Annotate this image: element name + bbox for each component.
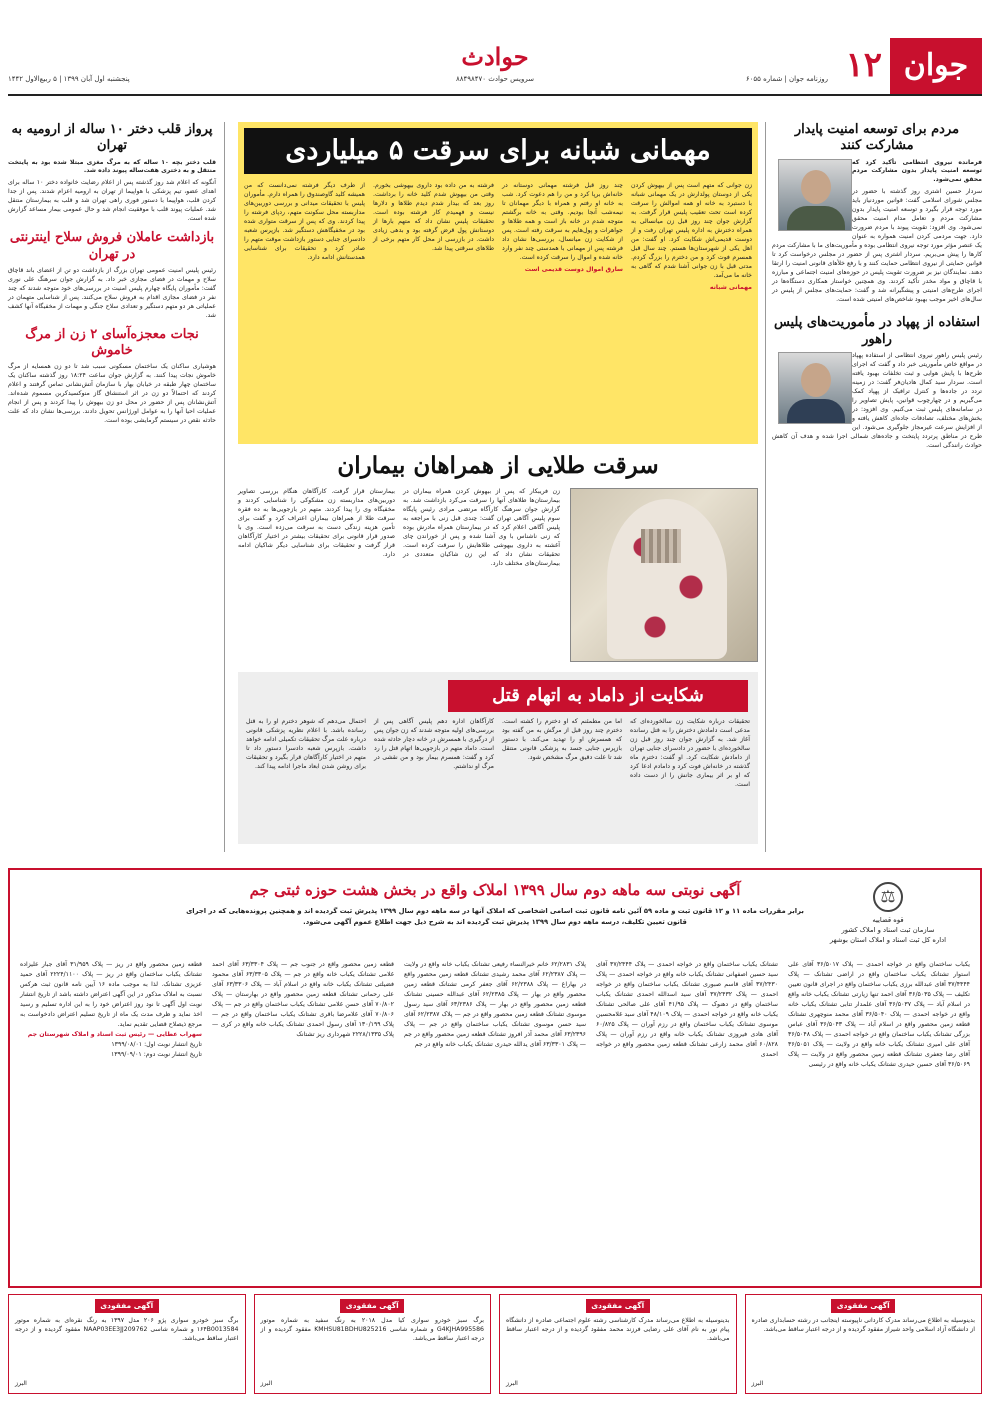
registry-announcement xyxy=(8,868,982,1288)
murder-story-columns xyxy=(246,718,750,838)
lost-ad-body: برگ سبز خودرو سواری پژو ۲۰۶ مدل ۱۳۹۷ به رنگ نقره‌ای به شماره موتور ۱۶۴B0013584 و شماره شاسی NAAP03EE3JJ209762 مفقود گردیده و از درجه اعتبار ساقط می‌باشد. xyxy=(15,1317,239,1342)
paragraph: اما من مطمئنم که او دخترم را کشته است. دخترم چند روز قبل از مرگش به من گفته بود که همسرش او را تهدید می‌کند. با دستور بازپرس جنایی جسد به پزشکی قانونی منتقل شد تا علت دقیق مرگ مشخص شود. xyxy=(502,718,622,761)
page-number: ۱۲ xyxy=(845,45,882,85)
murder-story-headline[interactable]: شکایت از داماد به اتهام قتل xyxy=(448,680,748,712)
article-lead: قلب دختر بچه ۱۰ ساله که به مرگ مغزی مبتلا شده بود به پایتخت منتقل و به دختری هفت‌ساله پیوند داده شد. xyxy=(8,158,216,175)
subheading: مهمانی شبانه xyxy=(709,283,752,291)
lost-ad-sign: البرز xyxy=(506,1380,518,1388)
announcement-title[interactable]: آگهی نوبتی سه ماهه دوم سال ۱۳۹۹ املاک واقع در بخش هشت حوزه ثبتی جم xyxy=(249,881,741,899)
lost-ad-title: آگهی مفقودی xyxy=(95,1299,159,1313)
column-divider xyxy=(765,122,766,852)
lost-ad[interactable] xyxy=(254,1294,492,1394)
theft-story-headline[interactable]: سرقت طلایی از همراهان بیماران xyxy=(337,452,659,479)
emblem-line: قوه قضاییه xyxy=(872,916,904,924)
paragraph: احتمال می‌دهم که شوهر دخترم او را به قتل رسانده باشد. با اعلام نظریه پزشکی قانونی درباره علت مرگ تحقیقات تکمیلی ادامه خواهد داشت. بازپرس شعبه دادسرا دستور داد تا متهم در اختیار کارآگاهان قرار بگیرد و تحقیقات برای روشن شدن ابعاد ماجرا ادامه پیدا کند. xyxy=(246,718,366,770)
article-body: هوشیاری ساکنان یک ساختمان مسکونی سبب شد تا دو زن همسایه از مرگ خاموش نجات پیدا کنند. به گزارش جوان ساعت ۱۸:۲۴ روز گذشته ساکنان یک ساختمان چهار طبقه در خیابان بهار با سازمان آتش‌نشانی تماس گرفتند و اعلام کردند که احتمالاً دو زن در اثر استنشاق گاز منوکسیدکربن مسموم شده‌اند. آتش‌نشانان پس از حضور در محل دو زن بیهوش را پیدا کردند و پس از انجام عملیات احیا آنها را به عوامل اورژانس تحویل دادند. بررسی‌ها نشان داد که علت حادثه نقص در سیستم گرمایشی بوده است. xyxy=(8,363,217,425)
announcement-column: قطعه زمین محصور واقع در جنوب جم — پلاک ۶۳/۳۳۰۴ آقای احمد غلامی تشتانک یکباب خانه واقع در جم — پلاک ۶۳/۳۳۰۵ آقای محمود فضیلتی تشتانک یکباب خانه واقع در اسلام آباد — پلاک ۶۳/۳۳۰۶ آقای علی رحمانی تشتانک قطعه زمین محصور واقع در بهارستان — پلاک ۷۰/۸۰۲ آقای حسن غلامی تشتانک یکباب ساختمان واقع در جم — پلاک ۷۰/۸۰۶ آقای غلامرضا باقری تشتانک یکباب ساختمان واقع در جم — پلاک ۱۳۰/۱۹۹ آقای رسول احمدی تشتانک یکباب خانه واقع در کری — پلاک ۲۲۲۸/۱۳۳۵ شهرداری ریز تشتانک xyxy=(212,961,395,1039)
text-column xyxy=(630,718,750,838)
masthead xyxy=(8,38,982,94)
lost-ad-body: بدینوسیله به اطلاع می‌رساند مدرک کاردانی ناپیوسته اینجانب در رشته حسابداری صادره از دانشگاه آزاد اسلامی واحد شیراز مفقود گردیده و از درجه اعتبار ساقط می‌باشد. xyxy=(751,1317,975,1333)
lost-ad[interactable] xyxy=(499,1294,737,1394)
judiciary-emblem xyxy=(808,882,968,946)
main-story-box xyxy=(238,122,758,444)
announcement-column xyxy=(20,960,202,1276)
paragraph: چند روز قبل فرشته مهمانی دوستانه در خانه‌اش برپا کرد و من را هم دعوت کرد. شب به خانه او رفتم و همراه با دیگر مهمانان تا نیمه‌شب آنجا بودیم. وقتی به خانه برگشتم متوجه شدم در خانه باز است و همه طلاها و جواهرات و پول‌هایم به سرقت رفته است. پس از شکایت زن میانسال، بررسی‌ها نشان داد فرشته پس از مهمانی با همدستی چند نفر وارد خانه شده و اموال را سرقت کرده است. xyxy=(502,182,623,261)
article-headline[interactable]: بازداشت عاملان فروش سلاح اینترنتی در تهران xyxy=(9,230,215,262)
article-body: رئیس پلیس راهور نیروی انتظامی از استفاده پهپاد در مواقع خاص مأموریتی خبر داد و گفت که اجرای طرح‌ها با پایش هوایی و ثبت تخلفات بهبود یافته است. سردار سید کمال هادیان‌فر گفت: در زمینه تردد در جاده‌ها و کنترل ترافیک از پهپاد کمک می‌گیریم و در چهارچوب قوانین، پایش تصاویر را در سامانه‌های پلیس ثبت می‌کنیم. وی افزود: در بخش‌های مختلف، تصادفات جاده‌ای کاهش یافته و از افزایش سرعت غیرمجاز جلوگیری می‌شود. این طرح در مناطق پرتردد پایتخت و جاده‌های شمالی اجرا شده و هدف آن کاهش حوادث رانندگی است. xyxy=(772,351,982,449)
article-body: رئیس پلیس امنیت عمومی تهران بزرگ از بازداشت دو تن از اعضای باند قاچاق سلاح و مهمات در فضای مجازی خبر داد. به گزارش جوان سرهنگ علی نوری گفت: مأموران پایگاه چهارم پلیس امنیت در بررسی‌های خود متوجه شدند که چند نفر در فضای مجازی اقدام به فروش سلاح می‌کنند. پس از شناسایی متهمان در عملیاتی هر دو متهم دستگیر و تعدادی سلاح جنگی و مهمات از مخفیگاه آنها کشف شد. xyxy=(8,266,216,319)
paragraph: بیمارستان قرار گرفت. کارآگاهان هنگام بررسی تصاویر دوربین‌های مداربسته زن مشکوکی را شناسایی کردند و مخفیگاه وی را پیدا کردند. متهم در بازجویی‌ها به ده فقره سرقت طلا از همراهان بیماران اعتراف کرد و گفت برای تأمین هزینه زندگی دست به سرقت می‌زده است. وی با صدور قرار قانونی برای تحقیقات بیشتر در اختیار کارآگاهان قرار گرفت و تحقیقات برای شناسایی دیگر شاکیان ادامه دارد. xyxy=(238,488,395,558)
paragraph: زن جوانی که متهم است پس از بیهوش کردن یکی از دوستان پولدارش در یک مهمانی شبانه با دستبرد به خانه او همه اموالش را سرقت کرده است تحت تعقیب پلیس قرار گرفت. به گزارش جوان چند روز قبل زن میانسالی به همراه دخترش به اداره پلیس تهران رفت و از دوست قدیمی‌اش شکایت کرد. او گفت: من اهل یکی از شهرستان‌ها هستم. چند سال قبل همسرم فوت کرد و من دخترم را بزرگ کردم. مدتی قبل با زن جوانی آشنا شدم که گاهی به خانه ما می‌آمد. xyxy=(631,182,752,279)
article-body: سردار حسین اشتری روز گذشته با حضور در مجلس شورای اسلامی گفت: قوانین موردنیاز باید مورد توجه قرار بگیرد و توسعه امنیت پایدار بدون مشارکت مردم و تعامل مدام امنیت محقق نمی‌شود. وی افزود: تقویت پیوند با مردم ضرورت دارد. جهت مردمی کردن امنیت همواره به عنوان یک عنصر مؤثر مورد توجه نیروی انتظامی بوده و مأموریت‌های ما با مشارکت مردم کارها را پیش می‌بریم. سردار اشتری پس از حضور در مجلس درخواست کرد تا قوانین حمایتی از نیروی انتظامی حمایت کنند و با رفع خلأهای قانونی امنیت را ارتقا دهند. نمایندگان نیز بر ضرورت تقویت پلیس در حوزه‌های امنیت اجتماعی و مبارزه با قاچاق و مواد مخدر تأکید کردند. وی همچنین خواستار همکاری دستگاه‌ها در اجرای طرح‌های امنیتی و پیشگیرانه شد و گفت: حمایت‌های مجلس از پلیس در سال‌های اخیر موجب بهبود شاخص‌های امنیتی شده است. xyxy=(771,188,982,304)
paragraph: فرشته به من داده بود داروی بیهوشی بخورم. وقتی من بیهوش شدم کلید خانه را برداشت. روز بعد که بیدار شدم دیدم طلاها و دلارها نیست و فهمیدم کار فرشته بوده است. تحقیقات پلیس نشان داد که متهم بارها از دوستانش پول قرض گرفته بود و بدهی زیادی داشت. در بازرسی از محل کار متهم برخی از طلاهای سرقتی پیدا شد. xyxy=(373,182,494,252)
lost-ad-body: برگ سبز خودرو سواری کیا مدل ۲۰۱۸ به رنگ سفید به شماره موتور G4KJHA995586 و شماره شاسی KMHSU81BDHU825216 مفقود گردیده و از درجه اعتبار ساقط می‌باشد. xyxy=(260,1317,484,1342)
announcement-column: پلاک ۶۲/۲۸۳۱ خانم خیرالنساء رفیعی تشتانک یکباب خانه واقع در ولایت — پلاک ۶۲/۲۳۸۷ آقای محمد رشیدی تشتانک قطعه زمین محصور واقع در بهاراغ — پلاک ۶۲/۲۳۸۸ آقای جعفر کرمی تشتانک قطعه زمین محصور واقع در بهار — پلاک ۶۲/۲۳۸۵ آقای عبدالله حسینی تشتانک قطعه زمین محصور واقع در بهار — پلاک ۶۳/۲۳۸۶ آقای سید رسول موسوی تشتانک قطعه زمین محصور واقع در جم — پلاک ۶۲/۲۳۸۷ آقای سید حسن موسوی تشتانک یکباب ساختمان واقع در جم — پلاک ۶۳/۲۳۹۶ آقای محمد آذر افروز تشتانک قطعه زمین محصور واقع در جم — پلاک ۶۳/۳۳۰۱ آقای یدالله حیدری تشتانک یکباب خانه واقع در جم xyxy=(404,961,587,1049)
theft-story-columns xyxy=(238,488,560,662)
paragraph: زن فریبکار که پس از بیهوش کردن همراه بیماران در بیمارستان‌ها طلاهای آنها را سرقت می‌کرد بازداشت شد. به گزارش جوان سرهنگ کارآگاه مرتضی مرادی رئیس پایگاه سوم پلیس آگاهی تهران گفت: چندی قبل زنی با مراجعه به پلیس آگاهی اعلام کرد که در بیمارستان همراه مادرش بوده که زنی ناشناس با وی آشنا شده و پس از خوراندن چای آغشته به داروی بیهوشی طلاهایش را سرقت کرده است. تحقیقات نشان داد که این زن شاکیان متعددی در بیمارستان‌های مختلف دارد. xyxy=(403,488,560,567)
scales-icon xyxy=(873,882,903,912)
paragraph: کارآگاهان اداره دهم پلیس آگاهی پس از بررسی‌های اولیه متوجه شدند که زن جوان پس از درگیری با همسرش در خانه دچار حادثه شده است. داماد متهم در بازجویی‌ها اتهام قتل را رد کرد و گفت: همسرم بیمار بود و من نقشی در مرگ او نداشتم. xyxy=(374,718,494,770)
signature: سهراب عطایی — رئیس ثبت اسناد و املاک شهرستان جم xyxy=(27,1031,202,1039)
text-column xyxy=(244,182,365,438)
announcement-column: یکباب ساختمان واقع در خواجه احمدی — پلاک ۳۶/۵۰۱۷ آقای علی استوار تشتانک یکباب ساختمان واقع در اراضی تشتانک — پلاک ۳۷/۴۴۴۴ آقای عبدالله برزی یکباب ساختمان واقع در اجرای قانون تعیین تکلیف — پلاک ۳۶/۵۰۳۵ آقای احمد تنها زیارتی تشتانک یکباب خانه واقع در اسلام آباد — پلاک ۳۶/۵۰۳۷ آقای علمدار تتابی تشتانک یکباب خانه واقع در خواجه احمدی — پلاک ۳۶/۵۰۴۰ آقای محمد منوچهری تشتانک قطعه زمین محصور واقع در اسلام آباد — پلاک ۳۶/۵۰۴۳ آقای عباس بزرگی تشتانک یکباب ساختمان واقع در خواجه احمدی — پلاک ۳۶/۵۰۴۸ آقای علی امیری تشتانک یکباب خانه واقع در ولایت — پلاک ۳۶/۵۰۵۱ آقای رضا جعفری تشتانک قطعه زمین محصور واقع در ولایت — پلاک ۳۶/۵۰۶۹ آقای حسین حیدری تشتانک یکباب خانه واقع در رئیسی xyxy=(788,961,971,1069)
text-column xyxy=(403,488,560,662)
publication-date: تاریخ انتشار نوبت دوم: ۱۳۹۹/۰۹/۰۱ xyxy=(110,1051,202,1059)
traffic-police-chief-photo xyxy=(778,352,852,424)
article-headline[interactable]: نجات معجزه‌آسای ۲ زن از مرگ خاموش xyxy=(25,326,199,359)
lost-ad-title: آگهی مفقودی xyxy=(586,1299,650,1313)
publication-date: تاریخ انتشار نوبت اول: ۱۳۹۹/۰۸/۰۱ xyxy=(111,1041,202,1049)
murder-story-box xyxy=(238,672,758,844)
masthead-rule xyxy=(8,94,982,96)
section-name: حوادث xyxy=(461,42,529,71)
article-lead: فرمانده نیروی انتظامی تأکید کرد که توسعه امنیت پایدار بدون مشارکت مردم محقق نمی‌شود. xyxy=(852,158,982,184)
lost-ad[interactable] xyxy=(745,1294,983,1394)
service-line: سرویس حوادث ۸۸۴۹۸۴۷۰ xyxy=(455,75,535,83)
paragraph: از طرف دیگر فرشته نمی‌دانست که من همیشه کلید گاوصندوق را همراه دارم. مأموران پلیس با تحقیقات میدانی و بررسی دوربین‌های مداربسته محل سکونت متهم، ردپای فرشته را پیدا کردند. وی که پس از سرقت متواری شده بود در مخفیگاهش دستگیر شد. بازپرس شعبه دادسرای جنایی دستور بازداشت موقت متهم را صادر کرد و تحقیقات برای شناسایی همدستانش ادامه دارد. xyxy=(244,182,365,261)
paragraph: تحقیقات درباره شکایت زن سالخورده‌ای که مدعی است دامادش دخترش را به قتل رسانده آغاز شد. به گزارش جوان چند روز قبل زن سالخورده‌ای با حضور در دادسرای جنایی تهران از دامادش شکایت کرد. او گفت: دخترم ماه گذشته در خانه‌اش فوت کرد و دامادم ادعا کرد که او بر اثر بیماری جانش را از دست داده است. xyxy=(630,718,750,788)
lost-ad-sign: البرز xyxy=(751,1380,764,1388)
section-brand xyxy=(456,42,534,84)
column-divider xyxy=(224,122,225,852)
announcement-columns xyxy=(20,960,970,1276)
text-column xyxy=(373,182,494,438)
lost-ads-row xyxy=(8,1294,982,1394)
article-headline[interactable]: پرواز قلب دختر ۱۰ ساله از ارومیه به تهران xyxy=(11,122,213,154)
subheading: سارق اموال دوست قدیمی است xyxy=(524,265,623,273)
lost-ad-body: بدینوسیله به اطلاع می‌رساند مدرک کارشناسی رشته علوم اجتماعی صادره از دانشگاه پیام نور به نام آقای علی رضایی فرزند محمد مفقود گردیده و از درجه اعتبار ساقط می‌باشد. xyxy=(506,1317,730,1342)
article-headline[interactable]: مردم برای توسعه امنیت پایدار مشارکت کنند xyxy=(794,122,960,154)
lost-ad-title: آگهی مفقودی xyxy=(340,1299,404,1313)
issue-info: روزنامه جوان | شماره ۶۰۵۵ xyxy=(745,75,828,83)
police-chief-photo xyxy=(778,159,852,231)
emblem-line: سازمان ثبت اسناد و املاک کشور xyxy=(841,925,935,934)
paragraph: قطعه زمین محصور واقع در ریز — پلاک ۳۱/۹۵۹ آقای جبار علیزاده تشتانک یکباب ساختمان واقع در ریز — پلاک ۲۲۲۴/۱۱۰۰ آقای حمید عزیزی تشتانک. لذا به موجب ماده ۱۶ آیین نامه قانون ثبت هرکس نسبت به املاک مذکور در این آگهی اعتراض داشته باشد از تاریخ انتشار نوبت اول آگهی تا نود روز اعتراض خود را به این اداره تسلیم و رسید اخذ نماید و ظرف مدت یک ماه از تاریخ تسلیم اعتراض دادخواست به مرجع ذیصلاح قضایی تقدیم نماید. xyxy=(20,961,203,1029)
main-story-columns xyxy=(244,182,752,438)
main-story-headline[interactable]: مهمانی شبانه برای سرقت ۵ میلیاردی xyxy=(244,128,752,174)
left-column xyxy=(8,122,216,429)
date-line: پنجشنبه اول آبان ۱۳۹۹ | ۵ ربیع‌الاول ۱۴۴۲ xyxy=(8,75,130,83)
right-column xyxy=(772,122,982,454)
text-column xyxy=(502,718,622,838)
announcement-intro: برابر مقررات ماده ۱۱ و ۱۲ قانون ثبت و ماده ۵۹ آئین نامه قانون ثبت اسامی اشخاصی که املاک آنها در سه ماهه دوم سال ۱۳۹۹ پذیرش ثبت گردیده اند و همچنین پرونده‌هایی که در اجرای قانون تعیین تکلیف، درسه ماهه دوم سال ۱۳۹۹ پذیرش ثبت گردیده اند به شرح ذیل جهت اطلاع عموم آگهی می‌شود. xyxy=(186,907,804,926)
suspect-photo xyxy=(570,488,758,662)
text-column xyxy=(631,182,752,438)
text-column xyxy=(238,488,395,662)
lost-ad-title: آگهی مفقودی xyxy=(831,1299,895,1313)
text-column xyxy=(374,718,494,838)
text-column xyxy=(502,182,623,438)
lost-ad-sign: البرز xyxy=(15,1380,27,1388)
text-column xyxy=(246,718,366,838)
newspaper-logo[interactable]: جوان xyxy=(890,38,982,94)
article-headline[interactable]: استفاده از پهپاد در مأموریت‌های پلیس راهور xyxy=(773,315,981,347)
emblem-line: اداره کل ثبت اسناد و املاک استان بوشهر xyxy=(829,935,947,944)
lost-ad[interactable] xyxy=(8,1294,246,1394)
lost-ad-sign: البرز xyxy=(260,1380,273,1388)
announcement-column: تشتانک یکباب ساختمان واقع در خواجه احمدی — پلاک ۳۷/۲۴۴۴ آقای سید حسین اصفهانی تشتانک یکباب خانه واقع در خواجه احمدی — پلاک ۳۷/۲۴۳۰ آقای قاسم صبوری تشتانک یکباب ساختمان واقع در خواجه احمدی — پلاک ۳۷/۲۴۳۲ آقای سید اسدالله احمدی تشتانک یکباب ساختمان واقع در دهنوک — پلاک ۴۱/۹۵ آقای علی صالحی تشتانک یکباب خانه واقع در خواجه احمدی — پلاک ۴۸/۱۰۹ آقای سید غلامحسین موسوی تشتانک یکباب ساختمان واقع در رزم آوران — پلاک ۶۰/۸۲۵ آقای هادی فیروزی تشتانک یکباب خانه واقع در رزم آوران — پلاک ۶۰/۸۲۸ آقای محمد زارعی تشتانک قطعه زمین محصور واقع در خواجه احمدی xyxy=(596,961,778,1059)
article-body: آنگونه که اعلام شد روز گذشته پس از اعلام رضایت خانواده دختر ۱۰ ساله برای اهدای عضو، تیم پزشکی با هواپیما از تهران به ارومیه اعزام شدند. پس از جدا کردن قلب، هواپیما با دستور فوری راهی تهران شد و قلب به بیمارستان منتقل شد. عملیات پیوند قلب با موفقیت انجام شد و حال عمومی بیمار مساعد گزارش شده است. xyxy=(8,179,216,223)
